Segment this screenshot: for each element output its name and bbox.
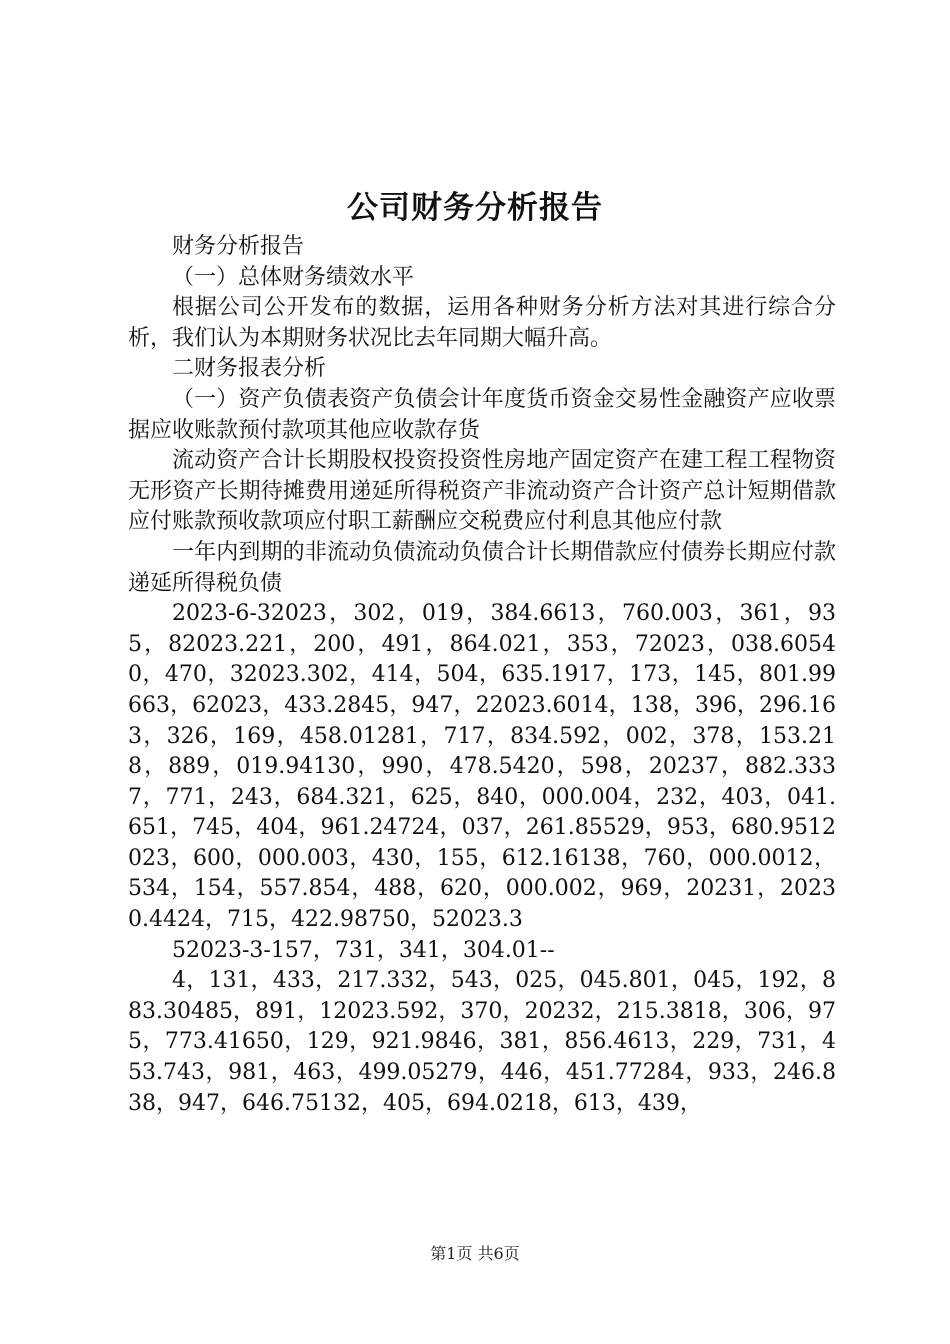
document-body	[128, 232, 836, 1119]
paragraph-overall-summary: 根据公司公开发布的数据，运用各种财务分析方法对其进行综合分析，我们认为本期财务状况比去年同期大幅升高。	[128, 295, 836, 351]
paragraph-liability-items: 一年内到期的非流动负债流动负债合计长期借款应付债券长期应付款递延所得税负债	[128, 539, 836, 596]
document-title: 公司财务分析报告	[347, 190, 603, 226]
paragraph-section-overall: （一）总体财务绩效水平	[172, 264, 415, 290]
paragraph-report-heading: 财务分析报告	[172, 234, 305, 259]
paragraph-figures-continued: 4，131，433，217.332，543，025，045.801，045，192，883.30485，891，12023.592，370，20232，215.3818，306，975，773.41650，129，921.9846，381，856.4613，229，731，453.743，981，463，499.05279，446，451.77284，933，246.838，947，646.75132，405，694.0218，613，439，	[128, 968, 836, 1116]
paragraph-figures-2023-3: 52023-3-157，731，341，304.01--	[172, 937, 555, 963]
paragraph-asset-items: 流动资产合计长期股权投资投资性房地产固定资产在建工程工程物资无形资产长期待摊费用递延所得税资产非流动资产合计资产总计短期借款应付账款预收款项应付职工薪酬应交税费应付利息其他应付款	[128, 448, 836, 535]
paragraph-figures-2023-6: 2023-6-32023，302，019，384.6613，760.003，361，935，82023.221，200，491，864.021，353，72023，038.60540，470，32023.302，414，504，635.1917，173，145，801.99663，62023，433.2845，947，22023.6014，138，396，296.163，326，169，458.01281，717，834.592，002，378，153.218，889，019.94130，990，478.5420，598，20237，882.3337，771，243，684.321，625，840，000.004，232，403，041.651，745，404，961.24724，037，261.85529，953，680.9512023，600，000.003，430，155，612.16138，760，000.0012，534，154，557.854，488，620，000.002，969，20231，20230.4424，715，422.98750，52023.3	[128, 601, 836, 933]
page-number-footer: 第1页 共6页	[430, 1244, 520, 1263]
paragraph-balance-sheet-items: （一）资产负债表资产负债会计年度货币资金交易性金融资产应收票据应收账款预付款项其他应收款存货	[128, 386, 836, 443]
paragraph-section-statements: 二财务报表分析	[172, 356, 327, 382]
